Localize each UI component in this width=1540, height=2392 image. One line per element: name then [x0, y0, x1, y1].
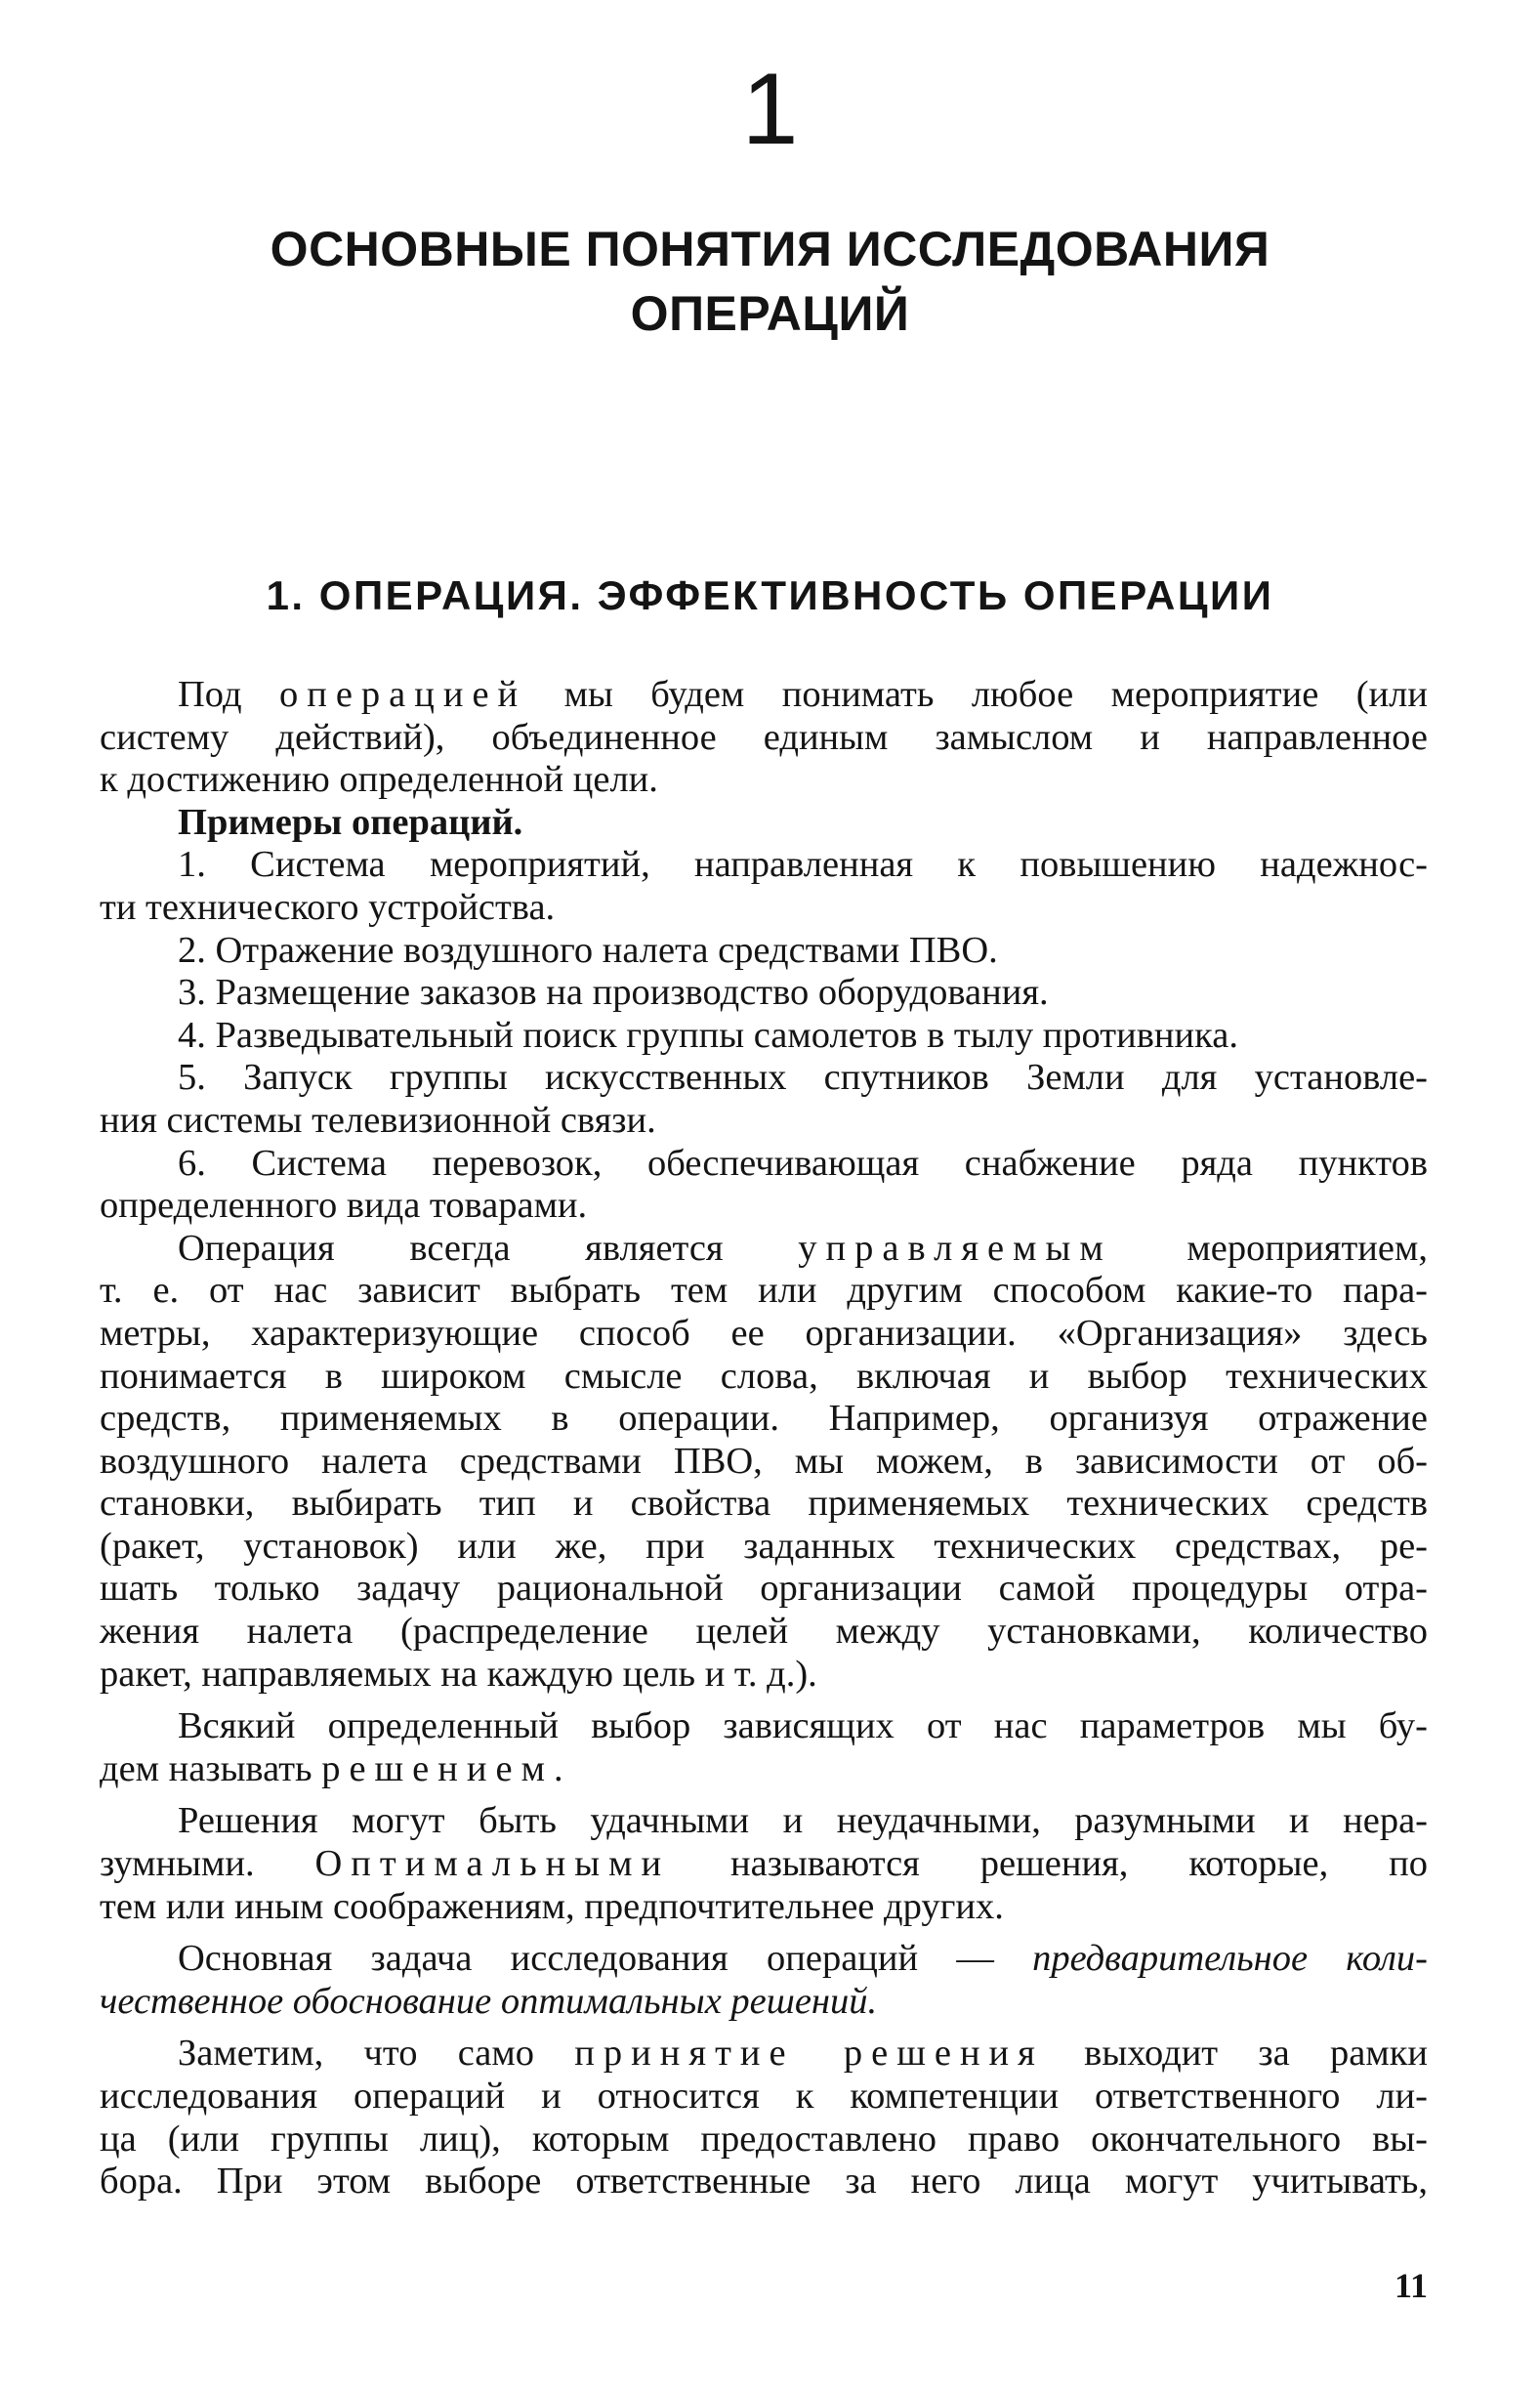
example-item: 3. Размещение заказов на производство оборудования. [178, 972, 1049, 1014]
text-line: воздушного налета средствами ПВО, мы можем, в зависимости от об- [100, 1440, 1428, 1482]
text-line: бора. При этом выборе ответственные за него лица могут учитывать, [100, 2161, 1428, 2203]
example-item: 2. Отражение воздушного налета средствами ПВО. [178, 929, 998, 971]
text-line: метры, характеризующие способ ее организации. «Организация» здесь [100, 1312, 1428, 1354]
text-line: ца (или группы лиц), которым предоставлено право окончательного вы- [100, 2118, 1428, 2160]
text-run: Заметим, что само [178, 2033, 575, 2075]
text-run: выходит за рамки [1043, 2033, 1429, 2075]
examples-heading: Примеры операций. [178, 801, 523, 843]
spaced-term: управляемым [798, 1227, 1112, 1269]
text-line: понимается в широком смысле слова, включая и выбор технических [100, 1355, 1428, 1397]
spaced-term: принятие решения [574, 2033, 1044, 2075]
example-item: 1. Система мероприятий, направленная к повышению надежнос- [178, 844, 1428, 886]
italic-text: предварительное коли- [1032, 1938, 1428, 1980]
example-item: 4. Разведывательный поиск группы самолетов в тылу противника. [178, 1014, 1238, 1056]
text-line: ти технического устройства. [100, 886, 556, 928]
text-run: мероприятием, [1111, 1227, 1428, 1269]
text-line: жения налета (распределение целей между установками, количество [100, 1611, 1428, 1653]
chapter-title-line-2: ОПЕРАЦИЙ [630, 286, 910, 341]
spaced-term: Оптимальными [314, 1843, 671, 1885]
body-text [100, 674, 1428, 2203]
text-run: Основная задача исследования операций — [178, 1938, 1033, 1980]
text-run: дем называть [100, 1747, 322, 1789]
text-run: Под [178, 674, 279, 715]
example-item: 5. Запуск группы искусственных спутников Земли для установле- [178, 1057, 1428, 1099]
text-line: тем или иным соображениям, предпочтительнее других. [100, 1885, 1004, 1927]
text-run: мы будем понимать любое мероприятие (или [526, 674, 1428, 715]
text-run: зумными. [100, 1843, 315, 1885]
spaced-term: решением [321, 1747, 554, 1789]
text-line: (ракет, установок) или же, при заданных технических средствах, ре- [100, 1525, 1428, 1567]
text-run: Операция всегда является [178, 1227, 799, 1269]
page-number: 11 [1394, 2266, 1428, 2305]
text-line: Решения могут быть удачными и неудачными, разумными и нера- [178, 1800, 1428, 1842]
text-line: становки, выбирать тип и свойства применяемых технических средств [100, 1483, 1428, 1525]
chapter-title-line-1: ОСНОВНЫЕ ПОНЯТИЯ ИССЛЕДОВАНИЯ [270, 222, 1270, 276]
text-line [100, 674, 1428, 717]
text-line: чественное обоснование оптимальных решений. [100, 1980, 878, 2022]
text-line [100, 1228, 1428, 1271]
text-line: шать только задачу рациональной организации самой процедуры отра- [100, 1568, 1428, 1610]
spaced-term: операцией [278, 674, 527, 715]
text-line: исследования операций и относится к компетенции ответственного ли- [100, 2076, 1428, 2117]
example-item: 6. Система перевозок, обеспечивающая снабжение ряда пунктов [178, 1142, 1428, 1184]
section-title: 1. ОПЕРАЦИЯ. ЭФФЕКТИВНОСТЬ ОПЕРАЦИИ [266, 572, 1274, 618]
text-line: Всякий определенный выбор зависящих от нас параметров мы бу- [178, 1705, 1428, 1747]
text-run: . [553, 1747, 563, 1789]
text-line: т. е. от нас зависит выбрать тем или другим способом какие-то пара- [100, 1270, 1428, 1312]
text-line [100, 1748, 1428, 1791]
text-line: систему действий), объединенное единым замыслом и направленное [100, 716, 1428, 758]
text-line: к достижению определенной цели. [100, 759, 658, 801]
text-line [100, 1938, 1428, 1981]
text-line [100, 1843, 1428, 1886]
text-line: определенного вида товарами. [100, 1185, 588, 1227]
chapter-title [0, 217, 1540, 346]
text-line [100, 2033, 1428, 2076]
text-run: называются решения, которые, по [670, 1843, 1428, 1885]
text-line: средств, применяемых в операции. Например, организуя отражение [100, 1398, 1428, 1440]
text-line: ракет, направляемых на каждую цель и т. д.). [100, 1653, 817, 1695]
chapter-number: 1 [741, 53, 799, 166]
text-line: ния системы телевизионной связи. [100, 1099, 656, 1141]
